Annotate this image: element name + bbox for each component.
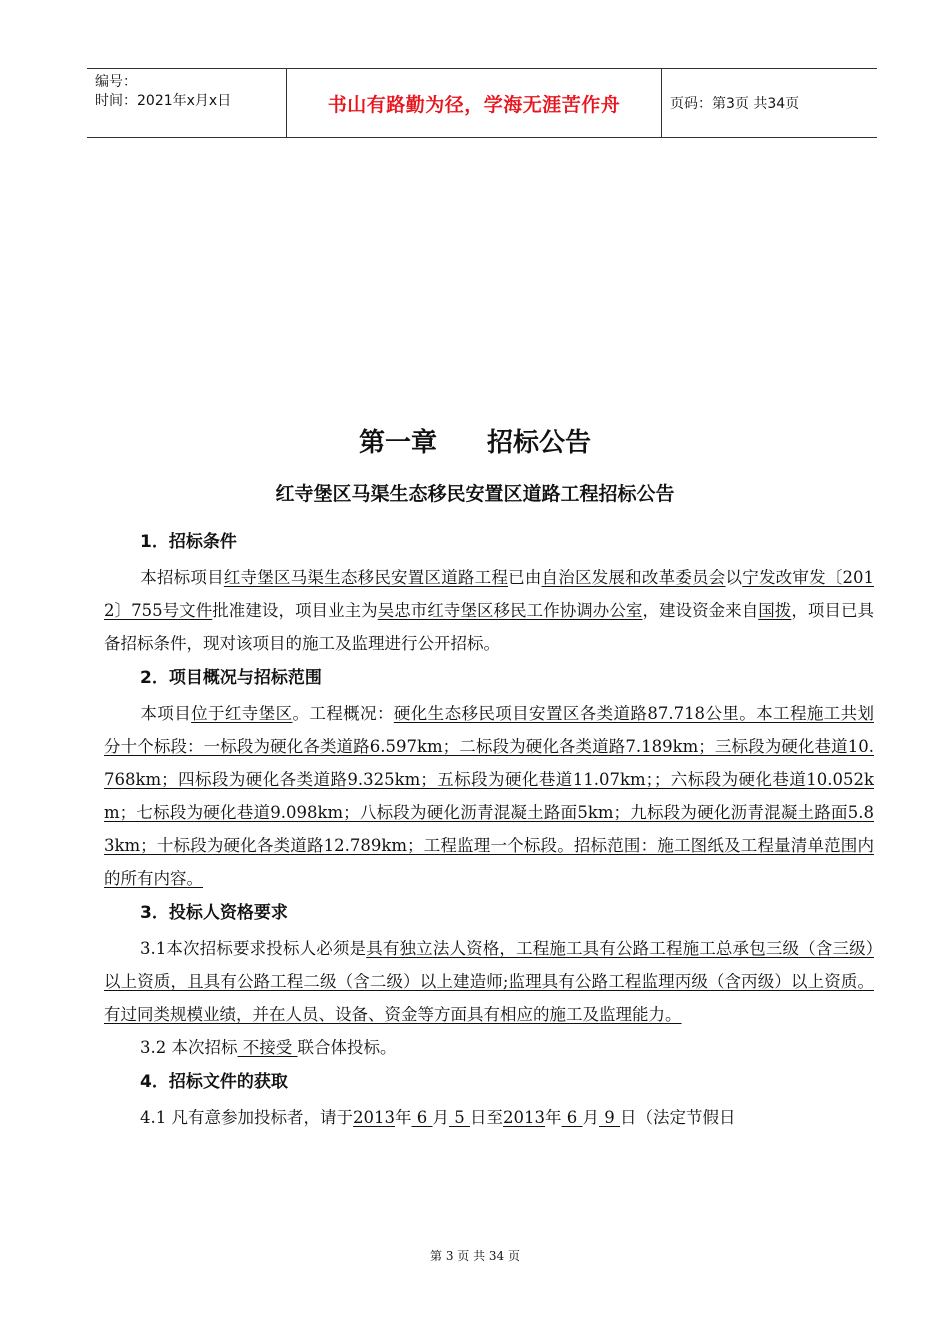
- page-header: [87, 68, 877, 138]
- start-day: 5: [449, 1108, 470, 1127]
- section-heading-1: 1．招标条件: [140, 532, 237, 552]
- project-overview: 硬化生态移民项目安置区各类道路87.718公里。本工程施工共划分十个标段：一标段为硬化各类道路6.597km；二标段为硬化各类道路7.189km；三标段为硬化巷道10.768km；四标段为硬化各类道路9.325km；五标段为硬化巷道11.07km；；六标段为硬化巷道10.052km；七标段为硬化巷道9.098km；八标段为硬化沥青混凝土路面5km；九标段为硬化沥青混凝土路面5.83km；十标段为硬化各类道路12.789km；工程监理一个标段。招标范围：施工图纸及工程量清单范围内的所有内容。: [104, 704, 875, 888]
- chapter-title: [0, 422, 950, 459]
- section-3-paragraph-2: 3.2 本次招标 不接受 联合体投标。: [140, 1038, 397, 1057]
- start-year: 2013: [353, 1108, 395, 1127]
- announcement-title: 红寺堡区马渠生态移民安置区道路工程招标公告: [275, 483, 675, 505]
- section-heading-3: 3．投标人资格要求: [140, 903, 288, 923]
- end-month: 6: [561, 1108, 583, 1127]
- project-name: 红寺堡区马渠生态移民安置区道路工程: [223, 568, 509, 587]
- document-body: [104, 524, 874, 1134]
- chapter-number: 第一章: [358, 428, 437, 458]
- chapter-name: 招标公告: [487, 428, 592, 458]
- section-1-paragraph: 本招标项目红寺堡区马渠生态移民安置区道路工程已由自治区发展和改革委员会以宁发改审发〔2012〕755号文件批准建设，项目业主为吴忠市红寺堡区移民工作协调办公室，建设资金来自国拨，项目已具备招标条件，现对该项目的施工及监理进行公开招标。: [104, 568, 875, 653]
- section-2-paragraph: 本项目位于红寺堡区。工程概况：硬化生态移民项目安置区各类道路87.718公里。本工程施工共划分十个标段：一标段为硬化各类道路6.597km；二标段为硬化各类道路7.189km；三标段为硬化巷道10.768km；四标段为硬化各类道路9.325km；五标段为硬化巷道11.07km；；六标段为硬化巷道10.052km；七标段为硬化巷道9.098km；八标段为硬化沥青混凝土路面5km；九标段为硬化沥青混凝土路面5.83km；十标段为硬化各类道路12.789km；工程监理一个标段。招标范围：施工图纸及工程量清单范围内的所有内容。: [104, 704, 875, 888]
- section-3-paragraph-1: 3.1本次招标要求投标人必须是具有独立法人资格，工程施工具有公路工程施工总承包三级（含三级）以上资质，且具有公路工程二级（含二级）以上建造师;监理具有公路工程监理丙级（含丙级）以上资质。有过同类规模业绩，并在人员、设备、资金等方面具有相应的施工及监理能力。: [104, 939, 875, 1024]
- section-heading-2: 2．项目概况与招标范围: [140, 668, 322, 688]
- section-heading-4: 4．招标文件的获取: [140, 1072, 288, 1092]
- fund-source: 国拨: [758, 601, 792, 620]
- project-location: 位于红寺堡区: [191, 704, 293, 723]
- consortium-policy: 不接受: [237, 1038, 298, 1057]
- header-motto: 书山有路勤为径，学海无涯苦作舟: [287, 69, 662, 137]
- end-day: 9: [599, 1108, 620, 1127]
- approval-document: 宁发改审发〔2012〕755号文件: [104, 568, 875, 620]
- page-footer: 第 3 页 共 34 页: [430, 1249, 520, 1263]
- end-year: 2013: [503, 1108, 545, 1127]
- header-page-info: 页码：第3页 共34页: [670, 96, 800, 112]
- section-4-paragraph: 4.1 凡有意参加投标者，请于2013年 6 月 5 日至2013年 6 月 9 日（法定节假日: [140, 1108, 736, 1127]
- serial-label: 编号：: [95, 74, 137, 90]
- approval-authority: 自治区发展和改革委员会: [541, 568, 726, 587]
- qualification-requirements: 具有独立法人资格，工程施工具有公路工程施工总承包三级（含三级）以上资质，且具有公路工程二级（含二级）以上建造师;监理具有公路工程监理丙级（含丙级）以上资质。有过同类规模业绩，并在人员、设备、资金等方面具有相应的施工及监理能力。: [104, 939, 875, 1024]
- start-month: 6: [411, 1108, 433, 1127]
- time-label: 时间：2021年x月x日: [95, 93, 232, 109]
- project-owner: 吴忠市红寺堡区移民工作协调办公室: [377, 601, 643, 620]
- header-meta: [87, 69, 287, 137]
